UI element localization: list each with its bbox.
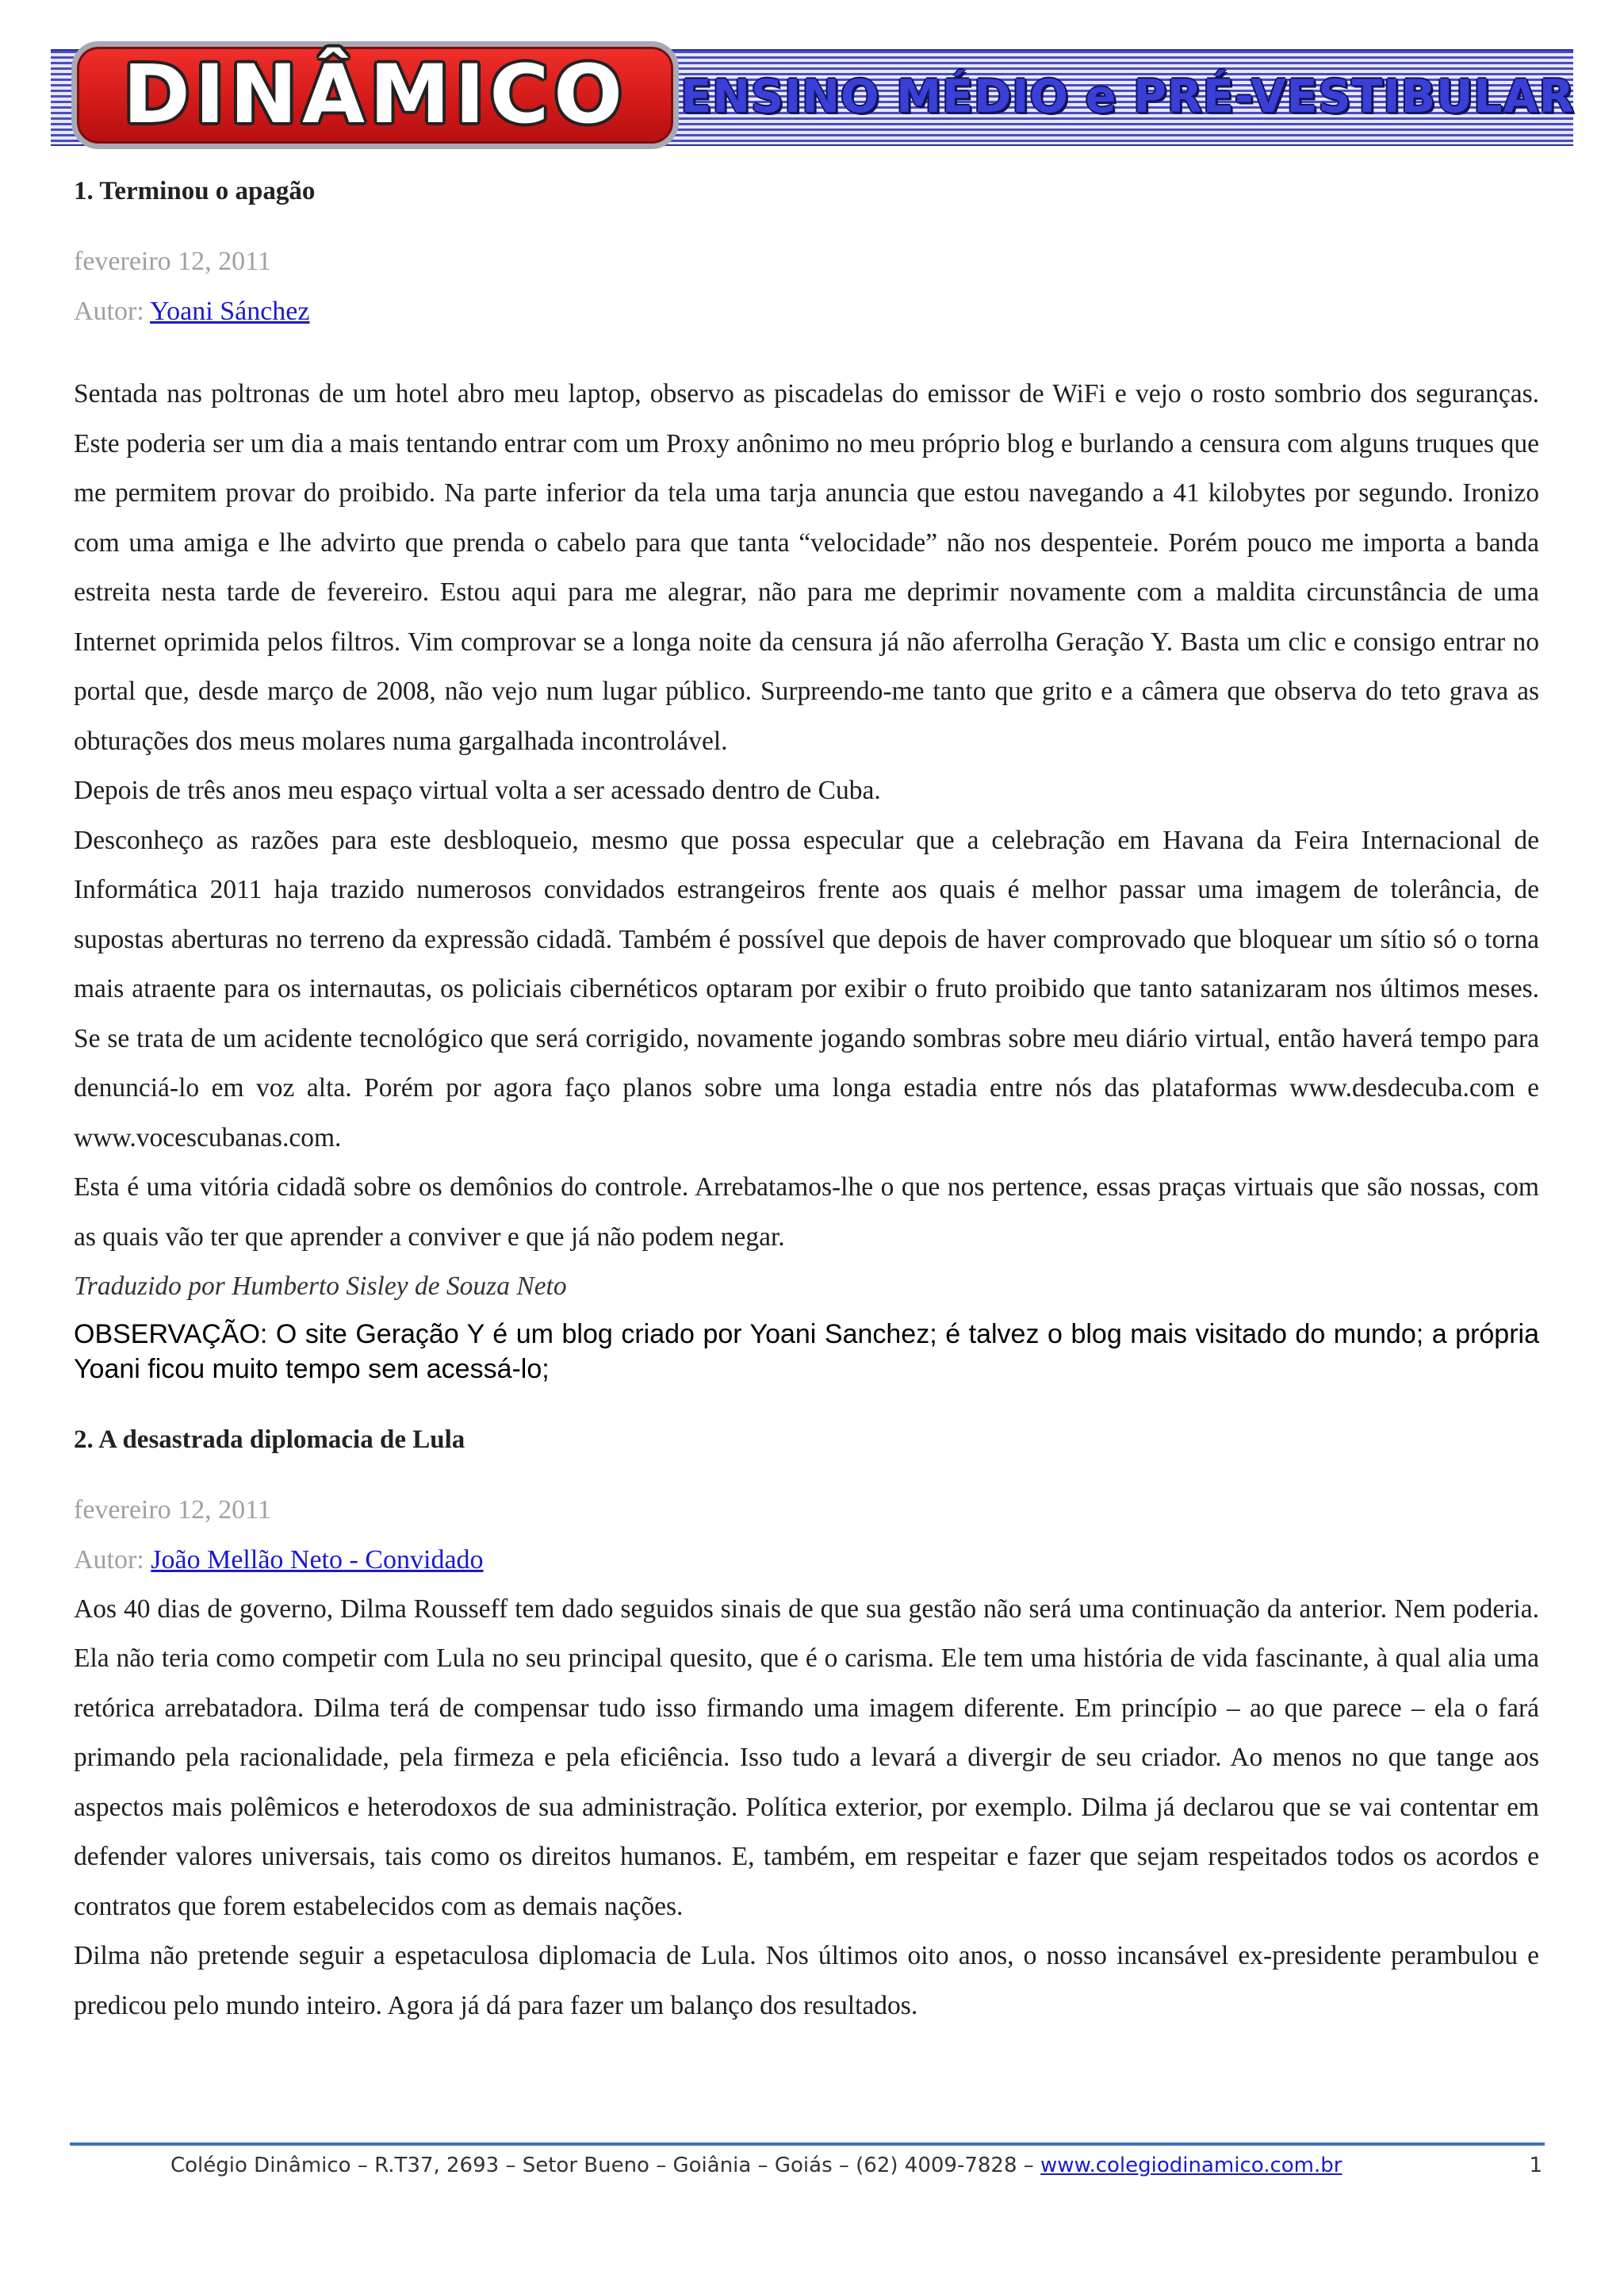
article-date: fevereiro 12, 2011 bbox=[74, 247, 271, 276]
logo bbox=[71, 41, 679, 149]
paragraph: Depois de três anos meu espaço virtual volta a ser acessado dentro de Cuba. bbox=[74, 776, 881, 805]
article-2 bbox=[74, 1414, 1539, 2031]
spacer bbox=[74, 217, 1539, 236]
page-number: 1 bbox=[1529, 2154, 1542, 2177]
article-date: fevereiro 12, 2011 bbox=[74, 1494, 271, 1525]
article-1 bbox=[74, 165, 1539, 1387]
translator-credit: Traduzido por Humberto Sisley de Souza Neto bbox=[74, 1272, 567, 1301]
author-label: Autor: bbox=[74, 1544, 144, 1575]
document-body bbox=[74, 165, 1539, 2031]
footer bbox=[170, 2148, 1542, 2183]
paragraph: Dilma não pretende seguir a espetaculosa diplomacia de Lula. Nos últimos oito anos, o nosso incansável ex-presidente perambulou e predicou pelo mundo inteiro. Agora já dá para fazer um balanço dos resultados. bbox=[74, 1941, 1539, 2020]
section-gap bbox=[74, 1387, 1539, 1414]
footer-website-link[interactable]: www.colegiodinamico.com.br bbox=[1040, 2154, 1342, 2177]
footer-divider bbox=[70, 2142, 1545, 2146]
spacer bbox=[74, 1466, 1539, 1485]
paragraph: Aos 40 dias de governo, Dilma Rousseff tem dado seguidos sinais de que sua gestão não será uma continuação da anterior. Nem poderia. Ela não teria como competir com Lula no seu principal quesito, que é o carisma. Ele tem uma história de vida fascinante, à qual alia uma retórica arrebatadora. Dilma terá de compensar tudo isso firmando uma imagem diferente. Em princípio – ao que parece – ela o fará primando pela racionalidade, pela firmeza e pela eficiência. Isso tudo a levará a divergir de seu criador. Ao menos no que tange aos aspectos mais polêmicos e heterodoxos de sua administração. Política exterior, por exemplo. Dilma já declarou que se vai contentar em defender valores universais, tais como os direitos humanos. E, também, em respeitar e fazer que sejam respeitados todos os acordos e contratos que forem estabelecidos com as demais nações. bbox=[74, 1594, 1539, 1921]
article-title: 2. A desastrada diplomacia de Lula bbox=[74, 1425, 465, 1454]
spacer bbox=[74, 336, 1539, 370]
footer-address: Colégio Dinâmico – R.T37, 2693 – Setor Bueno – Goiânia – Goiás – (62) 4009-7828 – bbox=[170, 2154, 1034, 2177]
paragraph: Esta é uma vitória cidadã sobre os demônios do controle. Arrebatamos-lhe o que nos pertence, essas praças virtuais que são nossas, com as quais vão ter que aprender a conviver e que já não podem negar. bbox=[74, 1172, 1539, 1252]
logo-text: DINÂMICO bbox=[123, 48, 627, 142]
article-author-line bbox=[74, 286, 1539, 336]
article-author-line bbox=[74, 1535, 1539, 1585]
author-link[interactable]: João Mellão Neto - Convidado bbox=[151, 1544, 484, 1575]
author-label: Autor: bbox=[74, 297, 144, 326]
author-link[interactable]: Yoani Sánchez bbox=[150, 297, 310, 326]
paragraph: Desconheço as razões para este desbloqueio, mesmo que possa especular que a celebração em Havana da Feira Internacional de Informática 2011 haja trazido numerosos convidados estrangeiros frente aos quais é melhor passar uma imagem de tolerância, de supostas aberturas no terreno da expressão cidadã. Também é possível que depois de haver comprovado que bloquear um sítio só o torna mais atraente para os internautas, os policiais cibernéticos optaram por exibir o fruto proibido que tanto satanizaram nos últimos meses. Se se trata de um acidente tecnológico que será corrigido, novamente jogando sombras sobre meu diário virtual, então haverá tempo para denunciá-lo em voz alta. Porém por agora faço planos sobre uma longa estadia entre nós das plataformas www.desdecuba.com e www.vocescubanas.com. bbox=[74, 825, 1539, 1153]
header-banner bbox=[51, 41, 1573, 149]
paragraph: Sentada nas poltronas de um hotel abro meu laptop, observo as piscadelas do emissor de WiFi e vejo o rosto sombrio dos seguranças. Este poderia ser um dia a mais tentando entrar com um Proxy anônimo no meu próprio blog e burlando a censura com alguns truques que me permitem provar do proibido. Na parte inferior da tela uma tarja anuncia que estou navegando a 41 kilobytes por segundo. Ironizo com uma amiga e lhe advirto que prenda o cabelo para que tanta “velocidade” não nos despenteie. Porém pouco me importa a banda estreita nesta tarde de fevereiro. Estou aqui para me alegrar, não para me deprimir novamente com a maldita circunstância de uma Internet oprimida pelos filtros. Vim comprovar se a longa noite da censura já não aferrolha Geração Y. Basta um clic e consigo entrar no portal que, desde março de 2008, não vejo num lugar público. Surpreendo-me tanto que grito e a câmera que observa do teto grava as obturações dos meus molares numa gargalhada incontrolável. bbox=[74, 379, 1539, 756]
observation-note: OBSERVAÇÃO: O site Geração Y é um blog criado por Yoani Sanchez; é talvez o blog mais visitado do mundo; a própria Yoani ficou muito tempo sem acessá-lo; bbox=[74, 1318, 1539, 1384]
article-title: 1. Terminou o apagão bbox=[74, 177, 316, 205]
tagline: ENSINO MÉDIO e PRÉ-VESTIBULAR bbox=[680, 71, 1575, 123]
